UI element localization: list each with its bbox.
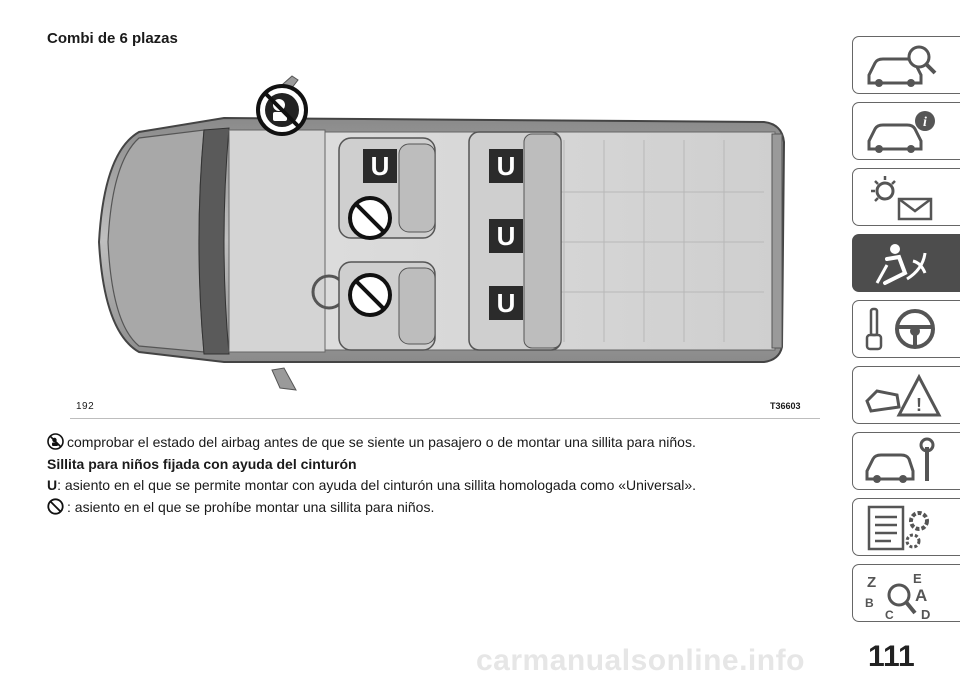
- svg-text:E: E: [913, 571, 922, 586]
- svg-text:U: U: [496, 151, 516, 181]
- u-key-label: U: [47, 477, 58, 493]
- tab-safety[interactable]: [852, 234, 960, 292]
- svg-text:U: U: [370, 151, 390, 181]
- watermark: carmanualsonline.info: [476, 644, 805, 677]
- page-title: Combi de 6 plazas: [47, 30, 178, 47]
- seat-label-u: [489, 286, 523, 320]
- prohibited-definition-line: [47, 498, 434, 515]
- svg-text:U: U: [496, 288, 516, 318]
- svg-text:U: U: [496, 221, 516, 251]
- svg-text:B: B: [865, 596, 874, 610]
- airbag-seat-icon: [863, 239, 943, 289]
- airbag-warning-icon: [47, 433, 64, 450]
- svg-text:D: D: [921, 607, 931, 622]
- van-top-view-figure: [44, 62, 822, 422]
- seat-label-u: [363, 149, 397, 183]
- prohibited-icon: [47, 498, 64, 515]
- tab-index[interactable]: [852, 564, 960, 622]
- prohibited-icon: [350, 198, 390, 238]
- tab-starting-driving[interactable]: [852, 300, 960, 358]
- specs-gear-icon: [863, 503, 943, 553]
- section-heading: Sillita para niños fijada con ayuda del cinturón: [47, 456, 357, 472]
- figure-code: T36603: [770, 401, 801, 411]
- figure-caption-rule: [70, 418, 820, 419]
- airbag-note-text: comprobar el estado del airbag antes de que se siente un pasajero o de montar una sillita para niños.: [67, 434, 696, 450]
- car-search-icon: [863, 41, 943, 91]
- tab-maintenance[interactable]: [852, 432, 960, 490]
- svg-text:Z: Z: [867, 574, 877, 591]
- svg-text:A: A: [915, 586, 928, 605]
- airbag-child-seat-warning-icon: [258, 86, 306, 134]
- tab-vehicle-info[interactable]: [852, 102, 960, 160]
- svg-text:C: C: [885, 608, 894, 622]
- prohibited-definition-text: : asiento en el que se prohíbe montar una sillita para niños.: [67, 499, 435, 515]
- index-search-icon: [863, 569, 943, 625]
- tab-technical-data[interactable]: [852, 498, 960, 556]
- seat-label-u: [489, 219, 523, 253]
- car-info-icon: [863, 107, 943, 157]
- figure-number: 192: [76, 401, 95, 412]
- prohibited-icon: [350, 275, 390, 315]
- page-number: 111: [868, 640, 915, 673]
- u-definition-line: [47, 477, 696, 493]
- warning-light-message-icon: [863, 173, 943, 223]
- tab-emergency[interactable]: [852, 366, 960, 424]
- svg-text:i: i: [923, 115, 927, 130]
- car-wrench-icon: [863, 437, 943, 487]
- accident-warning-triangle-icon: [863, 371, 943, 421]
- tab-vehicle-knowledge[interactable]: [852, 36, 960, 94]
- steering-key-icon: [863, 305, 943, 355]
- u-definition-text: : asiento en el que se permite montar con ayuda del cinturón una sillita homologada como «Universal».: [57, 477, 697, 493]
- airbag-note-line: [47, 433, 696, 450]
- svg-text:!: !: [916, 395, 922, 415]
- tab-warning-lights[interactable]: [852, 168, 960, 226]
- seat-label-u: [489, 149, 523, 183]
